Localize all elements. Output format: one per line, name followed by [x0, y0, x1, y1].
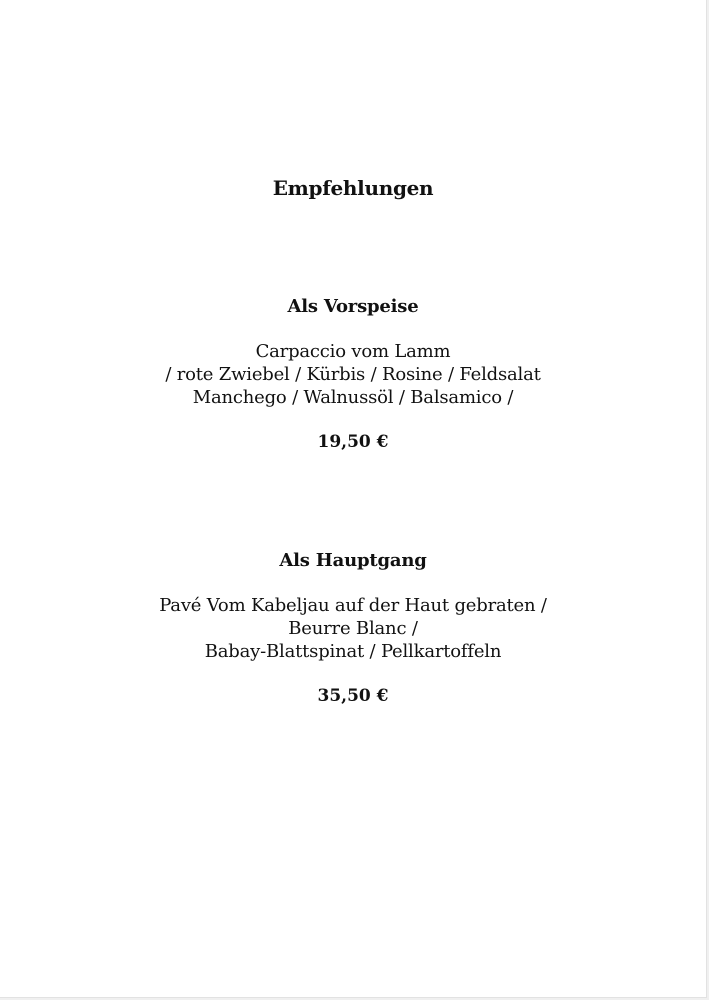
starter-section — [0, 294, 706, 454]
main-course-dish-line: Pavé Vom Kabeljau auf der Haut gebraten / — [159, 595, 547, 616]
main-course-dish-line: Babay-Blattspinat / Pellkartoffeln — [204, 641, 502, 662]
main-course-dish-description — [0, 594, 706, 663]
main-course-price: 35,50 € — [317, 686, 389, 706]
starter-dish-line: Manchego / Walnussöl / Balsamico / — [192, 387, 514, 408]
starter-dish-description — [0, 340, 706, 409]
starter-dish-line: / rote Zwiebel / Kürbis / Rosine / Feldsalat — [165, 364, 541, 385]
starter-heading: Als Vorspeise — [287, 296, 419, 317]
main-course-heading: Als Hauptgang — [279, 550, 427, 571]
starter-price: 19,50 € — [317, 432, 389, 452]
page-title: Empfehlungen — [272, 176, 434, 200]
starter-dish-line: Carpaccio vom Lamm — [255, 341, 451, 362]
main-course-section — [0, 548, 706, 708]
main-course-dish-line: Beurre Blanc / — [288, 618, 418, 639]
